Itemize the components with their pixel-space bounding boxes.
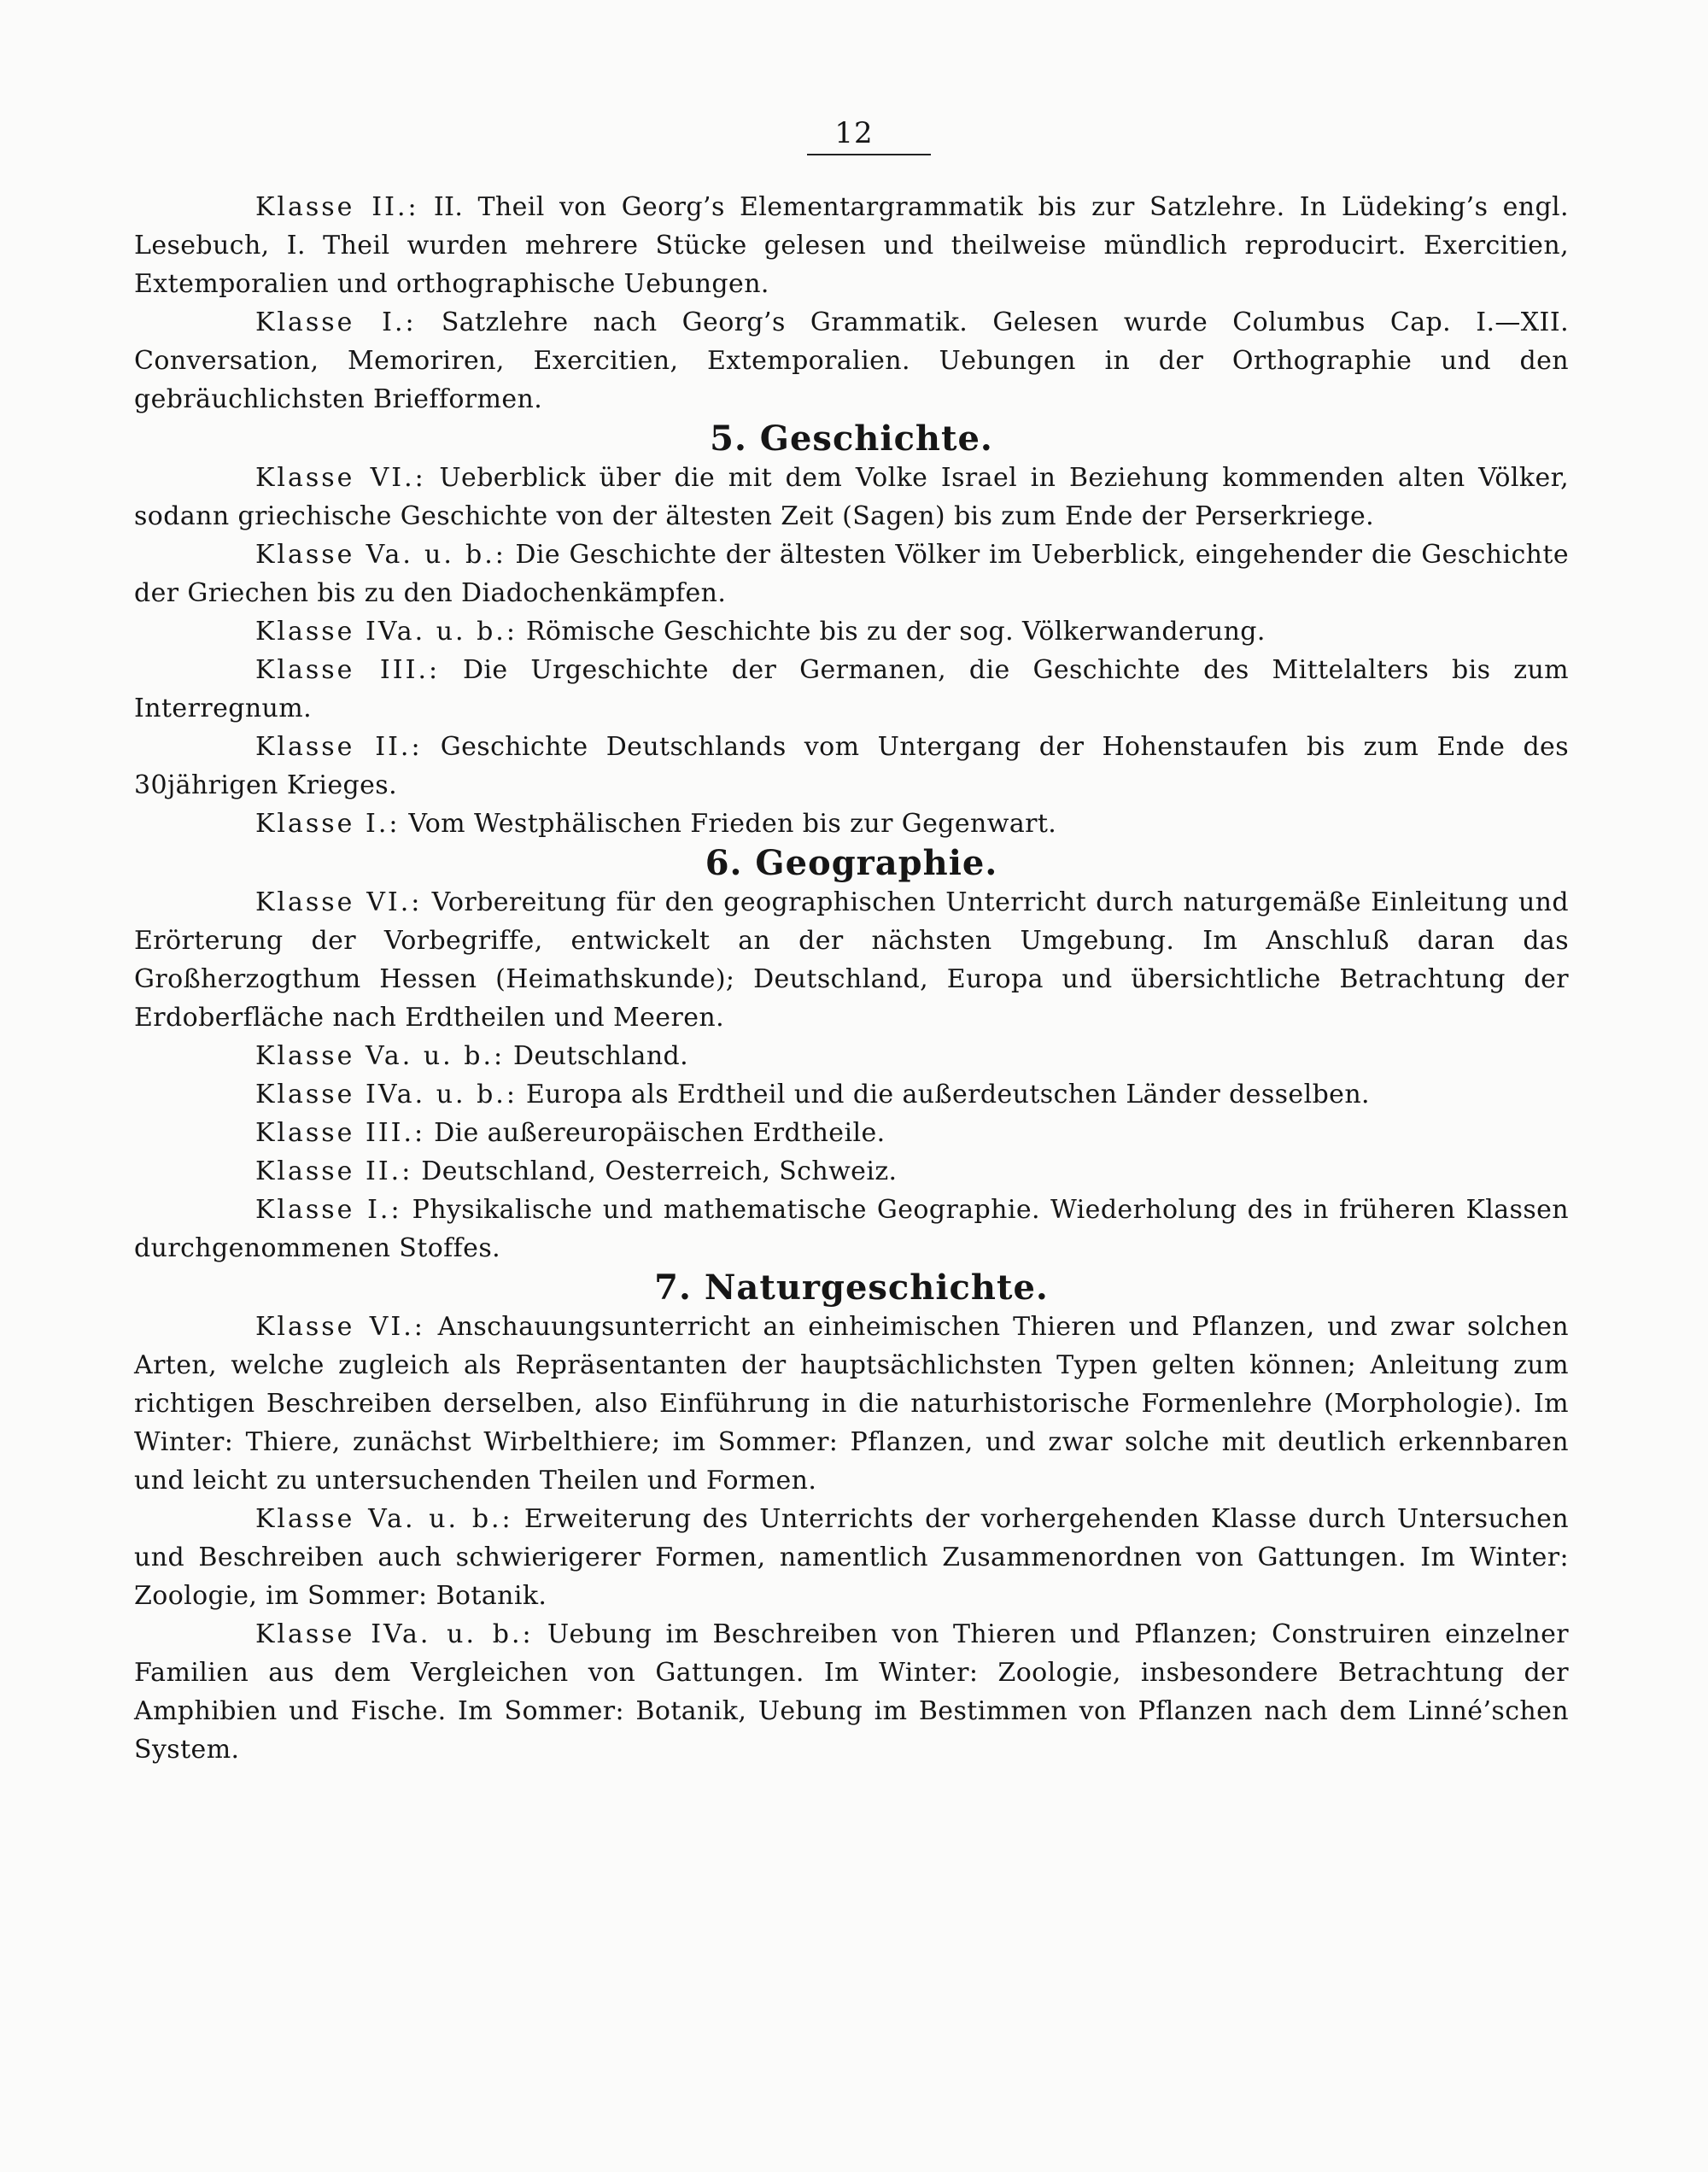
paragraph bbox=[134, 1615, 1569, 1769]
paragraph bbox=[134, 1152, 1569, 1191]
klasse-label: Klasse I.: bbox=[255, 809, 401, 839]
intro-paragraph bbox=[134, 188, 1569, 303]
paragraph-text: Vorbereitung für den geographischen Unterricht durch naturgemäße Einleitung und Erörterung der Vorbegriffe, entwickelt an der nächsten Umgebung. Im Anschluß daran das Großherzogthum Hessen (Heimathskunde); Deutschland, Europa und übersichtliche Betrachtung der Erdoberfläche nach Erdtheilen und Meeren. bbox=[134, 887, 1569, 1033]
paragraph bbox=[134, 536, 1569, 612]
paragraph-text: Erweiterung des Unterrichts der vorhergehenden Klasse durch Untersuchen und Beschreiben auch schwierigerer Formen, namentlich Zusammenordnen von Gattungen. Im Winter: Zoologie, im Sommer: Botanik. bbox=[134, 1504, 1569, 1611]
klasse-label: Klasse VI.: bbox=[255, 463, 426, 493]
paragraph bbox=[134, 1114, 1569, 1152]
klasse-label: Klasse I.: bbox=[255, 1195, 402, 1225]
paragraph bbox=[134, 459, 1569, 536]
paragraph-text: Uebung im Beschreiben von Thieren und Pflanzen; Construiren einzelner Familien aus dem Vergleichen von Gattungen. Im Winter: Zoologie, insbesondere Betrachtung der Amphibien und Fische. Im Sommer: Botanik, Uebung im Bestimmen von Pflanzen nach dem Linné’schen System. bbox=[134, 1619, 1570, 1765]
paragraph bbox=[134, 1308, 1569, 1500]
klasse-label: Klasse VI.: bbox=[255, 887, 423, 917]
paragraph bbox=[134, 1500, 1569, 1615]
page-content bbox=[134, 188, 1569, 1769]
section-heading-geographie: 6. Geographie. bbox=[705, 843, 998, 883]
klasse-label: Klasse II.: bbox=[255, 1156, 413, 1186]
klasse-label: Klasse IVa. u. b.: bbox=[255, 1080, 518, 1109]
page-number: 12 bbox=[834, 116, 874, 150]
section-heading-geschichte: 5. Geschichte. bbox=[710, 419, 993, 459]
klasse-label: Klasse III.: bbox=[255, 655, 441, 685]
klasse-label: Klasse Va. u. b.: bbox=[255, 1041, 506, 1071]
klasse-label: Klasse VI.: bbox=[255, 1312, 425, 1342]
paragraph-text: Anschauungsunterricht an einheimischen Thieren und Pflanzen, und zwar solchen Arten, welche zugleich als Repräsentanten der hauptsächlichsten Typen gelten können; Anleitung zum richtigen Beschreiben derselben, also Einführung in die naturhistorische Formenlehre (Morphologie). Im Winter: Thiere, zunächst Wirbelthiere; im Sommer: Pflanzen, und zwar solche mit deutlich erkennbaren und leicht zu untersuchenden Theilen und Formen. bbox=[134, 1312, 1570, 1496]
paragraph-text: Physikalische und mathematische Geographie. Wiederholung des in früheren Klassen durchgenommenen Stoffes. bbox=[134, 1195, 1569, 1263]
paragraph-text: Römische Geschichte bis zu der sog. Völkerwanderung. bbox=[525, 617, 1266, 647]
intro-paragraph bbox=[134, 303, 1569, 419]
paragraph-text: Die Urgeschichte der Germanen, die Geschichte des Mittelalters bis zum Interregnum. bbox=[134, 655, 1570, 723]
page-number-rule bbox=[807, 154, 931, 155]
paragraph bbox=[134, 651, 1569, 728]
paragraph-text: Die Geschichte der ältesten Völker im Ueberblick, eingehender die Geschichte der Griechen bis zu den Diadochenkämpfen. bbox=[134, 540, 1569, 608]
paragraph bbox=[134, 1037, 1569, 1075]
paragraph-text: Geschichte Deutschlands vom Untergang der Hohenstaufen bis zum Ende des 30jährigen Krieges. bbox=[134, 732, 1569, 800]
paragraph-text: II. Theil von Georg’s Elementargrammatik bis zur Satzlehre. In Lüdeking’s engl. Lesebuch, I. Theil wurden mehrere Stücke gelesen und theilweise mündlich reproducirt. Exercitien, Extemporalien und orthographische Uebungen. bbox=[134, 192, 1569, 299]
paragraph bbox=[134, 728, 1569, 805]
klasse-label: Klasse II.: bbox=[255, 192, 419, 222]
klasse-label: Klasse Va. u. b.: bbox=[255, 540, 506, 570]
paragraph bbox=[134, 1191, 1569, 1267]
paragraph-text: Europa als Erdtheil und die außerdeutschen Länder desselben. bbox=[525, 1080, 1370, 1109]
klasse-label: Klasse IVa. u. b.: bbox=[255, 617, 518, 647]
klasse-label: Klasse Va. u. b.: bbox=[255, 1504, 513, 1534]
paragraph-text: Ueberblick über die mit dem Volke Israel in Beziehung kommenden alten Völker, sodann griechische Geschichte von der ältesten Zeit (Sagen) bis zum Ende der Perserkriege. bbox=[134, 463, 1570, 531]
klasse-label: Klasse I.: bbox=[255, 307, 417, 337]
paragraph-text: Die außereuropäischen Erdtheile. bbox=[434, 1118, 886, 1148]
paragraph-text: Satzlehre nach Georg’s Grammatik. Gelesen wurde Columbus Cap. I.—XII. Conversation, Memoriren, Exercitien, Extemporalien. Uebungen in der Orthographie und den gebräuchlichsten Briefformen. bbox=[134, 307, 1569, 414]
paragraph-text: Deutschland. bbox=[513, 1041, 689, 1071]
klasse-label: Klasse III.: bbox=[255, 1118, 426, 1148]
paragraph bbox=[134, 1075, 1569, 1114]
paragraph bbox=[134, 612, 1569, 651]
paragraph bbox=[134, 805, 1569, 843]
klasse-label: Klasse II.: bbox=[255, 732, 423, 762]
section-heading-naturgeschichte: 7. Naturgeschichte. bbox=[654, 1267, 1049, 1308]
paragraph-text: Vom Westphälischen Frieden bis zur Gegenwart. bbox=[408, 809, 1057, 839]
paragraph-text: Deutschland, Oesterreich, Schweiz. bbox=[421, 1156, 898, 1186]
paragraph bbox=[134, 883, 1569, 1037]
klasse-label: Klasse IVa. u. b.: bbox=[255, 1619, 534, 1649]
